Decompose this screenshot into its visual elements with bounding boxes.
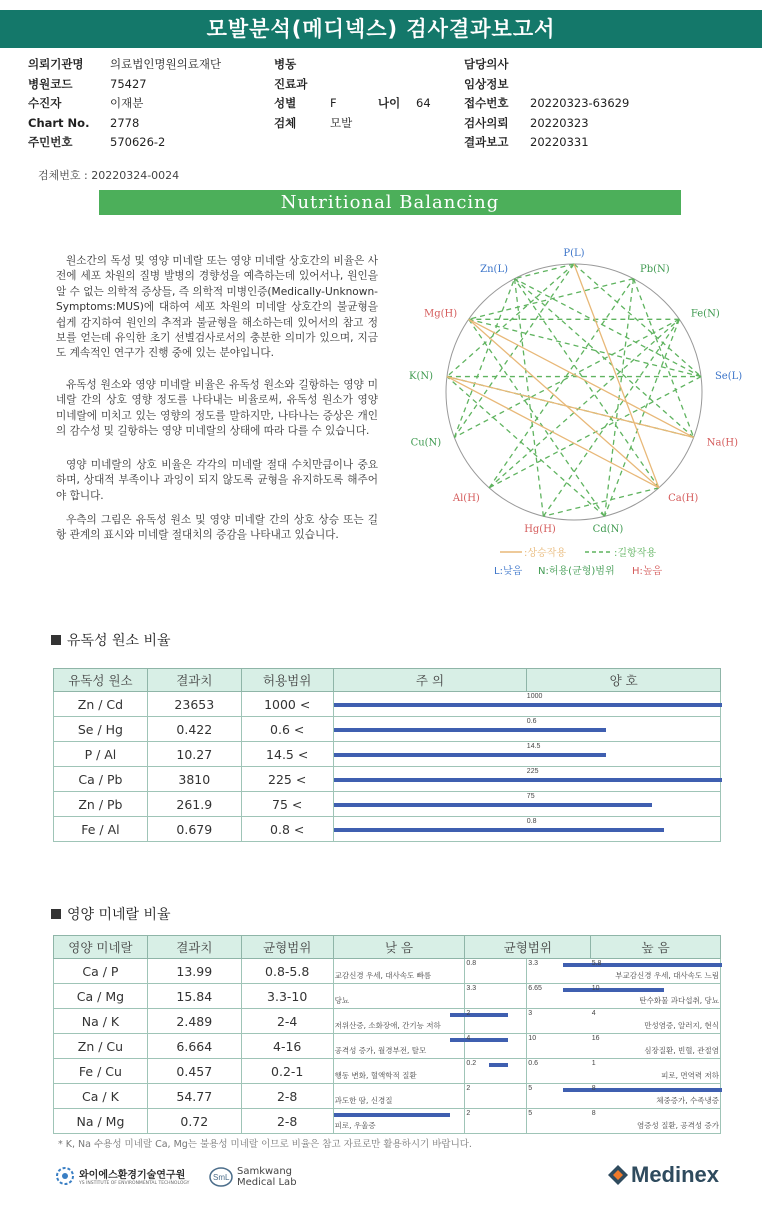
good-cell (527, 717, 721, 742)
samkwang-logo: SmL Samkwang Medical Lab (209, 1166, 297, 1188)
ratio-range: 2-8 (241, 1109, 333, 1134)
mineral-node-label: Cu(N) (410, 437, 442, 449)
desc-paragraph-1: 원소간의 독성 및 영양 미네랄 또는 영양 미네랄 상호간의 비율은 사전에 세포 차원의 질병 발병의 경향성을 예측하는데 있어서나, 원인을 알 수 없는 의학적 증상들, 즉 의학적 미병인증(Medically-Unknown-Symptoms:MUS)에 대하여 세포 차원의 미네랄 상호간의 불균형을 쉽게 감지하여 원인의 추적과 불균형을 해소하는데 있어서의 참고 정보를 얻는데 유익한 초기 선별검사로서의 충분한 의미가 있으며, 지금도 계속적인 연구가 진행 중에 있는 분야입니다. (56, 255, 378, 360)
caution-cell (333, 767, 527, 792)
antagonism-line (469, 319, 701, 376)
legend-high-label: H:높음 (632, 566, 663, 577)
antagonism-line (633, 279, 693, 438)
legend-normal-label: N:허용(균형)범위 (538, 566, 615, 577)
balance-low-cell (465, 1009, 527, 1034)
ratio-range: 2-8 (241, 1084, 333, 1109)
good-cell (527, 817, 721, 842)
range-mark: 1 (591, 1060, 596, 1067)
mineral-node-label: K(N) (409, 371, 434, 383)
ratio-value: 3810 (147, 767, 241, 792)
ratio-name: Na / K (54, 1009, 148, 1034)
ratio-range: 0.8 < (241, 817, 333, 842)
balance-high-cell (527, 959, 591, 984)
table-row (54, 1059, 721, 1084)
svg-text:SmL: SmL (213, 1173, 230, 1182)
medinex-logo: Medinex (607, 1162, 719, 1188)
ratio-name: Fe / Cu (54, 1059, 148, 1084)
ratio-value: 2.489 (147, 1009, 241, 1034)
range-mark: 3 (528, 1010, 533, 1017)
caution-cell (333, 817, 527, 842)
mineral-node-label: Zn(L) (480, 264, 509, 276)
balance-low-cell (465, 1084, 527, 1109)
good-cell (527, 692, 721, 717)
col-header: 높 음 (591, 936, 721, 959)
caution-cell (333, 742, 527, 767)
mineral-node-label: Pb(N) (639, 264, 670, 276)
synergy-line (447, 377, 694, 438)
high-effect: 심장질환, 빈혈, 관절염 (644, 1046, 719, 1055)
good-cell (527, 742, 721, 767)
info-col-1: 의뢰기관명 의료법인명원의료재단 병원코드 75427 수진자 이재분 Chart No. 2778 주민번호 570626-2 (28, 57, 222, 149)
ratio-name: Zn / Cu (54, 1034, 148, 1059)
balance-high-cell (527, 1059, 591, 1084)
mineral-node-label: Al(H) (452, 492, 480, 504)
high-effect: 염증성 질환, 공격성 증가 (637, 1121, 719, 1130)
mineral-node-label: Mg(H) (423, 308, 458, 320)
ratio-value: 0.72 (147, 1109, 241, 1134)
balance-low-cell (465, 959, 527, 984)
high-effect: 탄수화물 과다섭취, 당뇨 (639, 996, 719, 1005)
high-cell (591, 1009, 721, 1034)
ys-logo-icon (55, 1166, 75, 1186)
mineral-wheel-diagram (400, 248, 743, 590)
high-cell (591, 984, 721, 1009)
range-mark: 10 (591, 985, 600, 992)
desc-paragraph-2: 유독성 원소와 영양 미네랄 비율은 유독성 원소와 길항하는 영양 미네랄 간의 상호 영향 정도를 나타내는 비율로써, 유독성 원소가 영양 미네랄에 미치고 있는 영향의 정도를 말하지만, 나타나는 증상은 개인의 감수성 및 길항하는 영양 미네랄의 상태에 따라 다를 수 있습니다. (56, 379, 378, 438)
ratio-name: Ca / Pb (54, 767, 148, 792)
good-cell (527, 767, 721, 792)
antagonism-line (489, 279, 633, 488)
low-cell (333, 1084, 465, 1109)
legend-synergy-label: :상승작용 (524, 548, 567, 559)
range-mark: 3.3 (466, 985, 477, 992)
threshold-mark: 0.8 (526, 818, 537, 825)
balance-high-cell (527, 1034, 591, 1059)
table-row (54, 692, 721, 717)
mineral-node-label: P(L) (563, 248, 585, 259)
threshold-mark: 14.5 (526, 743, 541, 750)
ratio-range: 225 < (241, 767, 333, 792)
threshold-mark: 1000 (526, 693, 543, 700)
mineral-node-label: Ca(H) (668, 492, 699, 504)
range-mark: 5 (528, 1085, 533, 1092)
range-mark: 5.8 (591, 960, 602, 967)
threshold-mark: 225 (526, 768, 539, 775)
balance-high-cell (527, 1009, 591, 1034)
balance-low-cell (465, 984, 527, 1009)
ratio-range: 4-16 (241, 1034, 333, 1059)
report-title: 모발분석(메디넥스) 검사결과보고서 (0, 10, 762, 48)
col-header: 양 호 (527, 669, 721, 692)
desc-paragraph-4: 우측의 그림은 유독성 원소 및 영양 미네랄 간의 상호 상승 또는 길항 관계의 표시와 미네랄 절대치의 증감을 나타내고 있습니다. (56, 514, 378, 542)
range-mark: 6.65 (528, 985, 542, 992)
table-row (54, 767, 721, 792)
ratio-value: 54.77 (147, 1084, 241, 1109)
col-header: 낮 음 (333, 936, 465, 959)
range-mark: 8 (591, 1085, 596, 1092)
mineral-node-label: Hg(H) (524, 523, 556, 535)
col-header: 결과치 (147, 669, 241, 692)
low-cell (333, 1009, 465, 1034)
ratio-range: 3.3-10 (241, 984, 333, 1009)
high-cell (591, 1109, 721, 1134)
low-cell (333, 1109, 465, 1134)
low-cell (333, 1034, 465, 1059)
info-col-3: 담당의사 임상정보 접수번호 20220323-63629 검사의뢰 20220323 결과보고 20220331 (464, 57, 630, 149)
footnote: * K, Na 수용성 미네랄 Ca, Mg는 불용성 미네랄 이므로 비율은 참고 자료로만 활용하시기 바랍니다. (58, 1139, 472, 1150)
good-cell (527, 792, 721, 817)
section-banner: Nutritional Balancing (99, 190, 681, 215)
col-header: 허용범위 (241, 669, 333, 692)
ratio-name: Na / Mg (54, 1109, 148, 1134)
mineral-node-label: Se(L) (714, 371, 743, 383)
sml-logo-icon (209, 1166, 233, 1188)
ratio-value: 15.84 (147, 984, 241, 1009)
range-mark: 8 (591, 1110, 596, 1117)
ratio-value: 6.664 (147, 1034, 241, 1059)
desc-paragraph-3: 영양 미네랄의 상호 비율은 각각의 미네랄 절대 수치만큼이나 중요하며, 상대적 부족이나 과잉이 되지 않도록 균형을 유지하도록 해주어야 합니다. (56, 459, 378, 502)
caution-cell (333, 692, 527, 717)
high-cell (591, 1034, 721, 1059)
info-col-2: 병동 진료과 성별 F 나이 64 검체 모발 (274, 57, 431, 130)
mineral-node-label: Cd(N) (592, 523, 624, 535)
table-row (54, 1009, 721, 1034)
ratio-name: Zn / Cd (54, 692, 148, 717)
ratio-range: 1000 < (241, 692, 333, 717)
ratio-range: 2-4 (241, 1009, 333, 1034)
table-row (54, 792, 721, 817)
ratio-value: 10.27 (147, 742, 241, 767)
ys-institute-logo: 와이에스환경기술연구원 YS INSTITUTE OF ENVIRONMENTAL TECHNOLOGY (55, 1166, 189, 1186)
col-header: 유독성 원소 (54, 669, 148, 692)
ratio-name: Fe / Al (54, 817, 148, 842)
table-row (54, 1084, 721, 1109)
ratio-name: Ca / K (54, 1084, 148, 1109)
balance-low-cell (465, 1059, 527, 1084)
low-effect: 교감신경 우세, 대사속도 빠름 (334, 971, 432, 980)
threshold-mark: 75 (526, 793, 535, 800)
high-cell (591, 1059, 721, 1084)
range-mark: 0.8 (466, 960, 477, 967)
table-row (54, 1109, 721, 1134)
high-cell (591, 959, 721, 984)
ratio-name: Zn / Pb (54, 792, 148, 817)
high-effect: 만성염증, 알러지, 현식 (644, 1021, 719, 1030)
high-effect: 체중증가, 수족냉증 (656, 1096, 719, 1105)
balance-low-cell (465, 1109, 527, 1134)
table-row (54, 817, 721, 842)
range-mark: 5 (528, 1110, 533, 1117)
range-mark: 16 (591, 1035, 600, 1042)
nutri-ratio-table (53, 935, 721, 1134)
high-effect: 피로, 면역력 저하 (661, 1071, 719, 1080)
ratio-name: P / Al (54, 742, 148, 767)
low-effect: 공격성 증가, 월경부전, 탈모 (334, 1046, 427, 1055)
mineral-node-label: Na(H) (706, 437, 739, 449)
high-effect: 부교감신경 우세, 대사속도 느림 (615, 971, 719, 980)
low-effect: 당뇨 (334, 996, 350, 1005)
low-effect: 행동 변화, 혈액학적 질환 (334, 1071, 417, 1080)
range-mark: 0.6 (528, 1060, 539, 1067)
range-mark: 4 (591, 1010, 596, 1017)
ratio-name: Ca / Mg (54, 984, 148, 1009)
col-header: 영양 미네랄 (54, 936, 148, 959)
ratio-value: 23653 (147, 692, 241, 717)
ratio-value: 13.99 (147, 959, 241, 984)
legend-low-label: L:낮음 (494, 566, 523, 577)
low-cell (333, 959, 465, 984)
toxic-ratio-table (53, 668, 721, 842)
col-header: 균형범위 (465, 936, 591, 959)
antagonism-line (454, 279, 514, 438)
table-row (54, 1034, 721, 1059)
table-row (54, 742, 721, 767)
ratio-name: Se / Hg (54, 717, 148, 742)
toxic-section-heading: 유독성 원소 비율 (51, 630, 171, 650)
ratio-range: 0.2-1 (241, 1059, 333, 1084)
antagonism-line (489, 377, 701, 488)
range-mark: 10 (528, 1035, 537, 1042)
ratio-range: 14.5 < (241, 742, 333, 767)
low-cell (333, 984, 465, 1009)
ratio-value: 0.422 (147, 717, 241, 742)
ratio-value: 261.9 (147, 792, 241, 817)
range-mark: 4 (466, 1035, 471, 1042)
low-effect: 저위산증, 소화장애, 간기능 저하 (334, 1021, 441, 1030)
ratio-name: Ca / P (54, 959, 148, 984)
antagonism-line (469, 319, 605, 516)
high-cell (591, 1084, 721, 1109)
nutri-section-heading: 영양 미네랄 비율 (51, 904, 171, 924)
balance-high-cell (527, 1109, 591, 1134)
caution-cell (333, 792, 527, 817)
low-effect: 과도한 땀, 신경질 (334, 1096, 393, 1105)
ratio-range: 0.8-5.8 (241, 959, 333, 984)
ratio-bar (334, 1113, 450, 1117)
medinex-logo-icon (607, 1164, 629, 1186)
col-header: 결과치 (147, 936, 241, 959)
range-mark: 2 (466, 1110, 471, 1117)
range-mark: 3.3 (528, 960, 539, 967)
range-mark: 2 (466, 1010, 471, 1017)
balance-high-cell (527, 1084, 591, 1109)
table-row (54, 717, 721, 742)
caution-cell (333, 717, 527, 742)
low-effect: 피로, 우울증 (334, 1121, 376, 1130)
col-header: 균형범위 (241, 936, 333, 959)
wheel-circle (446, 264, 702, 520)
table-row (54, 984, 721, 1009)
ratio-value: 0.457 (147, 1059, 241, 1084)
balance-high-cell (527, 984, 591, 1009)
ratio-value: 0.679 (147, 817, 241, 842)
balance-low-cell (465, 1034, 527, 1059)
table-row (54, 959, 721, 984)
mineral-node-label: Fe(N) (690, 308, 720, 320)
legend-antagonism-label: :길항작용 (614, 548, 657, 559)
sample-number: 검체번호 : 20220324-0024 (38, 169, 180, 182)
ratio-range: 0.6 < (241, 717, 333, 742)
range-mark: 0.2 (466, 1060, 477, 1067)
col-header: 주 의 (333, 669, 527, 692)
threshold-mark: 0.6 (526, 718, 537, 725)
range-mark: 2 (466, 1085, 471, 1092)
low-cell (333, 1059, 465, 1084)
ratio-range: 75 < (241, 792, 333, 817)
